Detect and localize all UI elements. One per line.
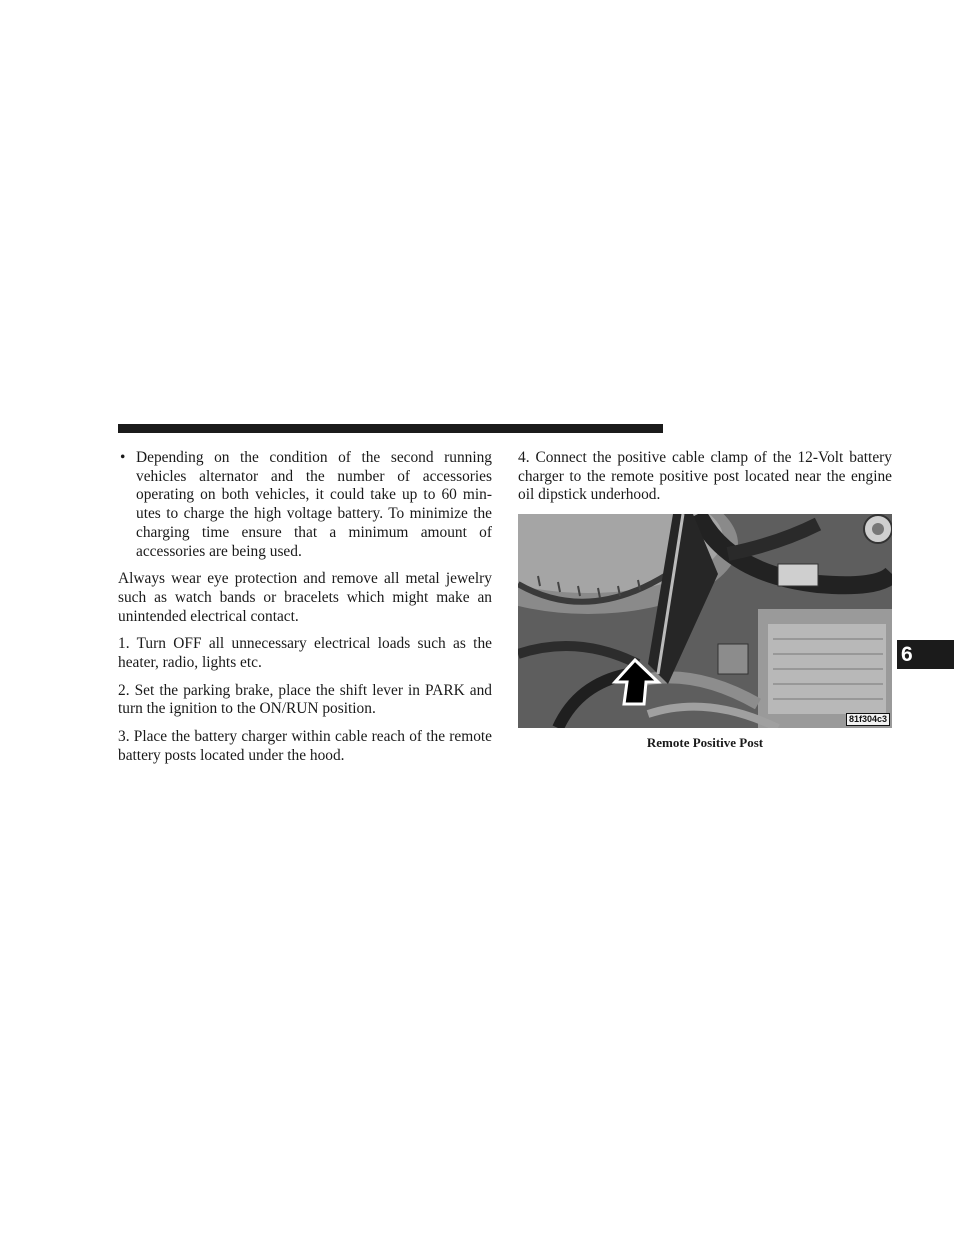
bullet-mark: • — [120, 449, 126, 466]
section-tab: 6 — [897, 640, 954, 669]
figure-code: 81f304c3 — [846, 713, 890, 726]
figure-caption: Remote Positive Post — [646, 735, 764, 751]
bullet-item — [118, 449, 492, 561]
engine-bay-photo — [518, 514, 892, 728]
step-2: 2. Set the parking brake, place the shift lever in PARK and turn the ignition to the ON/RUN position. — [118, 681, 492, 718]
bullet-text: Depending on the condition of the second running vehicles alternator and the number of accessories operating on both vehicles, it could take up to 60 min-utes to charge the high voltage battery. To minimize the charging time ensure that a minimum amount of accessories are being used. — [136, 449, 492, 560]
step-3: 3. Place the battery charger within cable reach of the remote battery posts located under the hood. — [118, 728, 492, 764]
step-1: 1. Turn OFF all unnecessary electrical loads such as the heater, radio, lights etc. — [118, 635, 492, 672]
step-4: 4. Connect the positive cable clamp of the 12-Volt battery charger to the remote positive post located near the engine oil dipstick underhood. — [518, 449, 892, 504]
right-column — [518, 449, 892, 753]
warning-paragraph: Always wear eye protection and remove all metal jewelry such as watch bands or bracelets which might make an unintended electrical contact. — [118, 570, 492, 625]
engine-bay-illustration — [518, 514, 892, 728]
section-header-rule — [118, 424, 663, 433]
left-column — [118, 449, 492, 775]
